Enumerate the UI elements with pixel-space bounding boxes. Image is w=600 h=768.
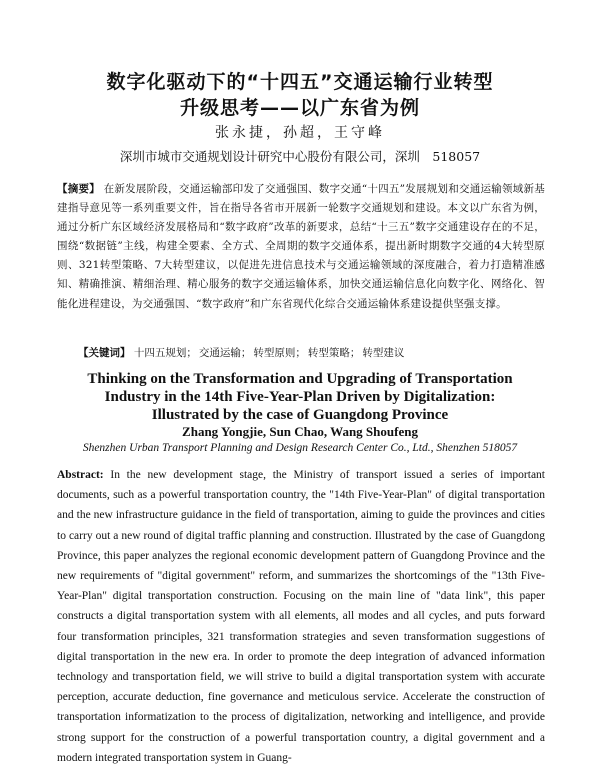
keyword: 转型建议 (362, 347, 405, 359)
keyword: 交通运输； (198, 347, 252, 359)
english-abstract-text: In the new development stage, the Ministry of transport issued a series of important documents, such as a powerful transportation country, the "14th Five-Year-Plan" of digital transportation and the new infrastructure guidance in the field of transportation, aiming to guide the provinces and cities to carry out a new round of digital traffic planning and construction. Illustrated by the case of Guangdong Province, this paper analyzes the regional economic development pattern of Guangdong Province and the new requirements of "digital government" reform, and summarizes the shortcomings of the "13th Five-Year-Plan" digital transportation construction. Focusing on the main line of "data link", this paper constructs a digital transportation system with all elements, all modes and all cycles, and puts forward four transformation principles, 321 transformation strategies and seven transformation suggestions of digital transportation in the new era. In order to promote the deep integration of advanced information technology and transportation field, we will strive to build a digital transportation system with accurate perception, accurate deduction, fine governance and meticulous service. Accelerate the construction of transportation informatization to the process of digitalization, networking and intelligence, and provide strong support for the construction of a powerful transportation country, a digital government and a modern integrated transportation system in Guang- (57, 469, 545, 764)
chinese-title-line-2: 升级思考——以广东省为例 (179, 97, 420, 119)
chinese-abstract-label: 【摘要】 (57, 183, 101, 195)
keyword: 转型策略； (307, 347, 361, 359)
english-title-line-3: Illustrated by the case of Guangdong Province (151, 407, 449, 423)
english-abstract-label: Abstract: (57, 469, 104, 481)
english-authors: Zhang Yongjie, Sun Chao, Wang Shoufeng (182, 424, 418, 439)
chinese-keywords (78, 345, 548, 361)
english-affiliation: Shenzhen Urban Transport Planning and Design Research Center Co., Ltd., Shenzhen 518057 (82, 442, 518, 454)
english-abstract (57, 465, 545, 768)
chinese-abstract-text: 在新发展阶段，交通运输部印发了交通强国、数字交通“十四五”发展规划和交通运输领域新基建指导意见等一系列重要文件，旨在指导各省市开展新一轮数字交通规划和建设。本文以广东省为例，通过分析广东区域经济发展格局和“数字政府”改革的新要求，总结“十三五”数字交通建设存在的不足，围绕“数据链”主线，构建全要素、全方式、全周期的数字交通体系，提出新时期数字交通的4大转型原则、321转型策略、7大转型建议，以促进先进信息技术与交通运输领域的深度融合，着力打造精准感知、精确推演、精细治理、精心服务的数字交通运输体系，加快交通运输信息化向数字化、网络化、智能化进程建设，为交通强国、“数字政府”和广东省现代化综合交通运输体系建设提供坚强支撑。 (57, 183, 545, 310)
keyword: 转型原则； (253, 347, 306, 359)
chinese-affiliation: 深圳市城市交通规划设计研究中心股份有限公司，深圳 518057 (119, 149, 481, 164)
english-title-line-1: Thinking on the Transformation and Upgrading of Transportation (87, 371, 513, 387)
chinese-title-line-1: 数字化驱动下的“十四五”交通运输行业转型 (106, 71, 494, 93)
english-title-line-2: Industry in the 14th Five-Year-Plan Driven by Digitalization: (104, 389, 496, 405)
chinese-keywords-label: 【关键词】 (78, 347, 131, 359)
chinese-authors: 张永捷，孙超，王守峰 (215, 125, 385, 141)
chinese-abstract (57, 180, 545, 314)
keyword: 十四五规划； (133, 347, 197, 359)
